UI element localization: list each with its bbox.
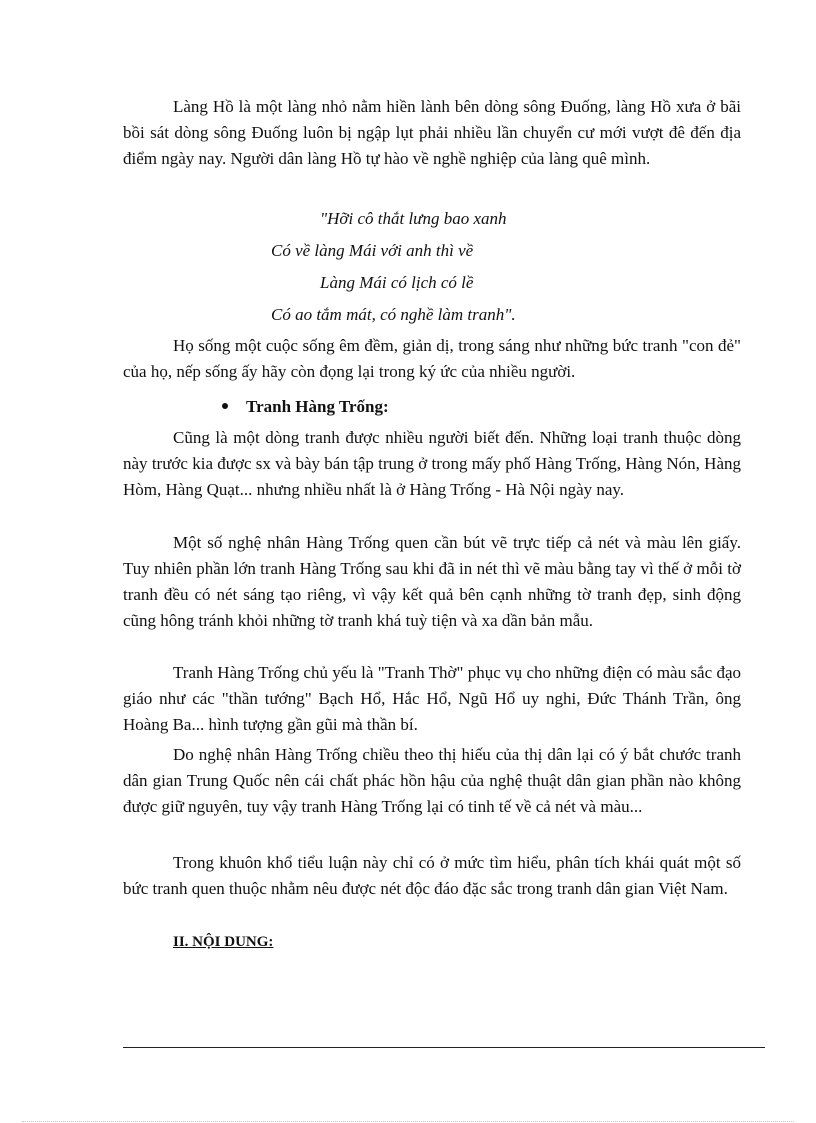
poem-line-1: "Hỡi cô thắt lưng bao xanh — [320, 209, 507, 228]
section-title: II. NỘI DUNG: — [173, 934, 274, 950]
paragraph-hang-trong-intro — [123, 425, 741, 503]
paragraph-text: Do nghệ nhân Hàng Trống chiều theo thị hiếu của thị dân lại có ý bắt chước tranh dân gian Trung Quốc nên cái chất phác hồn hậu của nghệ thuật dân gian phần nào không được giữ nguyên, tuy vậy tranh Hàng Trống lại có tinh tế về cả nét và màu... — [123, 745, 741, 816]
poem-line-3: Làng Mái có lịch có lề — [320, 273, 474, 292]
paragraph-artisans — [123, 530, 741, 634]
poem-line-4: Có ao tắm mát, có nghề làm tranh". — [271, 305, 516, 324]
paragraph-text: Một số nghệ nhân Hàng Trống quen cần bút vẽ trực tiếp cả nét và màu lên giấy. Tuy nhiên phần lớn tranh Hàng Trống sau khi đã in nét thì vẽ màu bằng tay vì thế ở mỗi tờ tranh đều có nét sáng tạo riêng, vì vậy kết quả bên cạnh những tờ tranh đẹp, sinh động cũng hông tránh khỏi những tờ tranh khá tuỳ tiện và xa dần bản mẫu. — [123, 533, 741, 630]
bullet-icon — [222, 403, 228, 409]
paragraph-lang-ho — [123, 94, 741, 172]
page-bottom-border — [22, 1121, 794, 1122]
paragraph-peaceful-life — [123, 333, 741, 385]
folk-poem — [0, 203, 816, 331]
bullet-heading-label: Tranh Hàng Trống: — [246, 397, 389, 416]
paragraph-essay-scope — [123, 850, 741, 902]
paragraph-worship-paintings — [123, 660, 741, 738]
paragraph-text: Làng Hồ là một làng nhỏ nằm hiền lành bên dòng sông Đuống, làng Hồ xưa ở bãi bồi sát dòng sông Đuống luôn bị ngập lụt phải nhiều lần chuyển cư mới vượt đê đến địa điểm ngày nay. Người dân làng Hồ tự hào về nghề nghiệp của làng quê mình. — [123, 97, 741, 168]
footer-divider — [123, 1047, 765, 1048]
paragraph-text: Tranh Hàng Trống chủ yếu là "Tranh Thờ" phục vụ cho những điện có màu sắc đạo giáo như các "thần tướng" Bạch Hổ, Hắc Hổ, Ngũ Hổ uy nghi, Đức Thánh Trần, ông Hoàng Ba... hình tượng gần gũi mà thần bí. — [123, 663, 741, 734]
bullet-heading — [222, 394, 389, 420]
poem-line-2: Có về làng Mái với anh thì về — [271, 241, 474, 260]
paragraph-chinese-influence — [123, 742, 741, 820]
paragraph-text: Cũng là một dòng tranh được nhiều người biết đến. Những loại tranh thuộc dòng này trước kia được sx và bày bán tập trung ở trong mấy phố Hàng Trống, Hàng Nón, Hàng Hòm, Hàng Quạt... nhưng nhiều nhất là ở Hàng Trống - Hà Nội ngày nay. — [123, 428, 741, 499]
paragraph-text: Họ sống một cuộc sống êm đềm, giản dị, trong sáng như những bức tranh "con đẻ" của họ, nếp sống ấy hãy còn đọng lại trong ký ức của nhiều người. — [123, 336, 741, 381]
paragraph-text: Trong khuôn khổ tiểu luận này chỉ có ở mức tìm hiểu, phân tích khái quát một số bức tranh quen thuộc nhằm nêu được nét độc đáo đặc sắc trong tranh dân gian Việt Nam. — [123, 853, 741, 898]
